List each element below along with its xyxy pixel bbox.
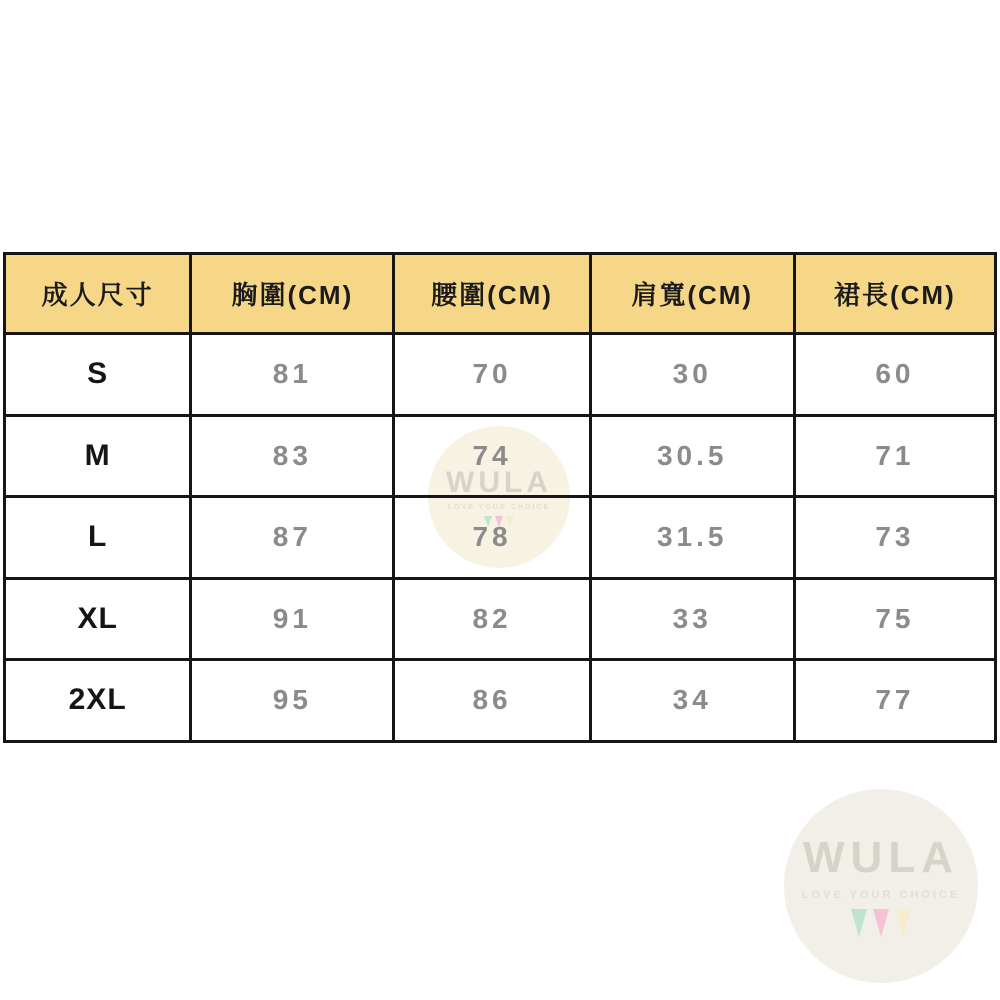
brand-logo-text: WULA xyxy=(803,832,959,882)
table-row xyxy=(5,497,996,579)
watermark-bottom-right xyxy=(784,789,978,983)
measurement-cell: 95 xyxy=(191,660,394,742)
header-shoulder: 肩寬(CM) xyxy=(590,254,794,334)
measurement-cell: 74 xyxy=(394,415,590,497)
table-row xyxy=(5,415,996,497)
size-label-cell: M xyxy=(5,415,191,497)
table-row xyxy=(5,578,996,660)
table-row xyxy=(5,660,996,742)
measurement-cell: 86 xyxy=(394,660,590,742)
measurement-cell: 71 xyxy=(794,415,995,497)
measurement-cell: 60 xyxy=(794,334,995,416)
header-chest: 胸圍(CM) xyxy=(191,254,394,334)
size-chart-container xyxy=(3,252,997,743)
header-waist: 腰圍(CM) xyxy=(394,254,590,334)
header-row xyxy=(5,254,996,334)
table-row xyxy=(5,334,996,416)
measurement-cell: 73 xyxy=(794,497,995,579)
brand-tagline: LOVE YOUR CHOICE xyxy=(447,503,551,511)
measurement-cell: 82 xyxy=(394,578,590,660)
triangle-cream-icon xyxy=(895,909,911,937)
size-chart-table xyxy=(3,252,997,743)
triangle-mint-icon xyxy=(851,909,867,937)
measurement-cell: 34 xyxy=(590,660,794,742)
measurement-cell: 77 xyxy=(794,660,995,742)
measurement-cell: 87 xyxy=(191,497,394,579)
size-table-body xyxy=(5,334,996,742)
header-skirt-length: 裙長(CM) xyxy=(794,254,995,334)
measurement-cell: 83 xyxy=(191,415,394,497)
header-size: 成人尺寸 xyxy=(5,254,191,334)
measurement-cell: 81 xyxy=(191,334,394,416)
measurement-cell: 70 xyxy=(394,334,590,416)
measurement-cell: 30.5 xyxy=(590,415,794,497)
triangle-pink-icon xyxy=(873,909,889,937)
brand-logo-icon xyxy=(851,909,911,937)
size-label-cell: XL xyxy=(5,578,191,660)
size-label-cell: 2XL xyxy=(5,660,191,742)
brand-logo-text: WULA xyxy=(446,465,552,499)
size-label-cell: L xyxy=(5,497,191,579)
brand-tagline: LOVE YOUR CHOICE xyxy=(801,888,961,901)
measurement-cell: 78 xyxy=(394,497,590,579)
measurement-cell: 75 xyxy=(794,578,995,660)
measurement-cell: 30 xyxy=(590,334,794,416)
measurement-cell: 31.5 xyxy=(590,497,794,579)
measurement-cell: 33 xyxy=(590,578,794,660)
size-label-cell: S xyxy=(5,334,191,416)
measurement-cell: 91 xyxy=(191,578,394,660)
